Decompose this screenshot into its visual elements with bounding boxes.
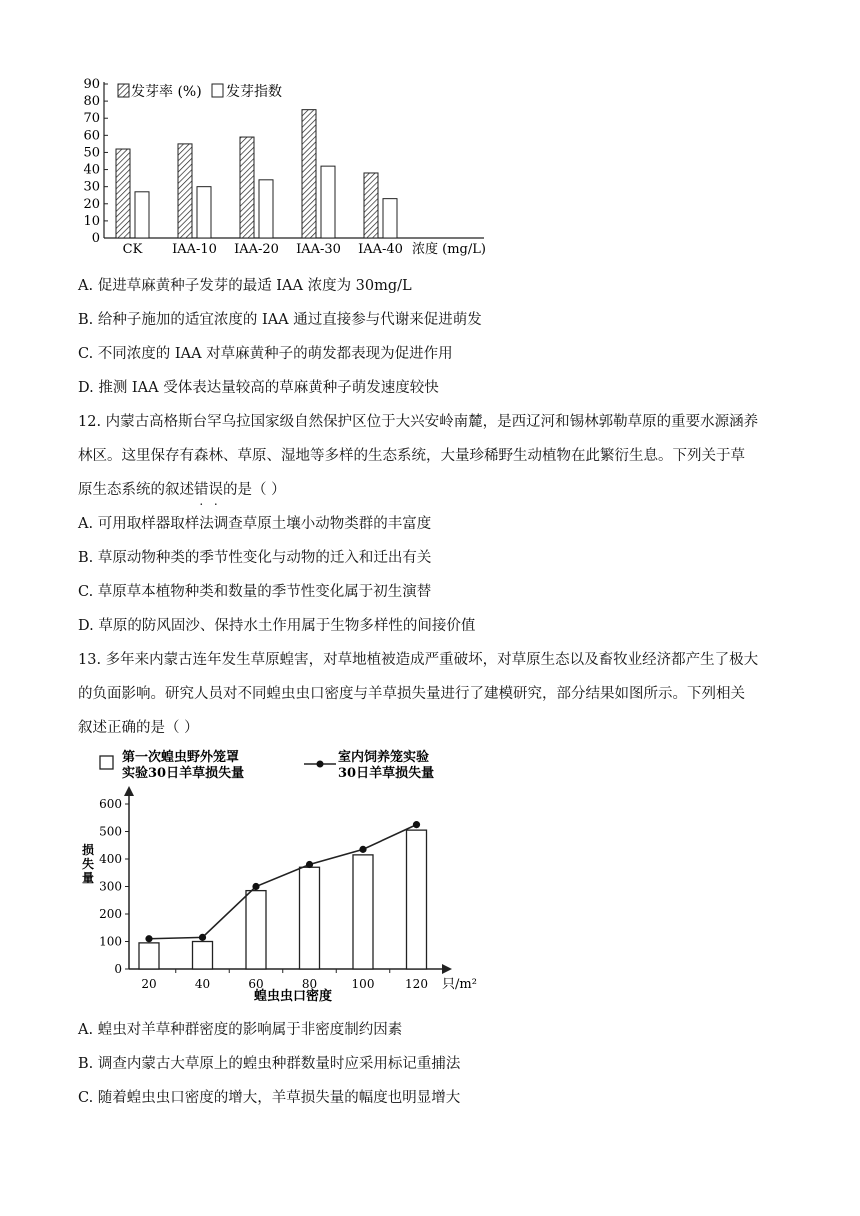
chart2-ylabel-char-2: 失	[82, 857, 95, 871]
chart1-y-tick-label: 40	[83, 162, 100, 178]
chart1-y-tick-label: 0	[91, 231, 100, 246]
q12-stem-line3	[78, 480, 798, 500]
q12-stem-line1: 12. 内蒙古高格斯台罕乌拉国家级自然保护区位于大兴安岭南麓，是西辽河和锡林郭勒草原的重要水源涵养	[78, 414, 759, 430]
chart1-x-tick-label: IAA-10	[172, 242, 217, 257]
indoor-loss-line	[149, 825, 417, 939]
chart1-x-tick-label: IAA-30	[296, 242, 341, 257]
germination-index-bar	[197, 187, 211, 238]
chart2-y-tick-label: 500	[99, 824, 122, 839]
legend-series2-label: 发芽指数	[226, 84, 282, 100]
q12-option-a: A. 可用取样器取样法调查草原土壤小动物类群的丰富度	[78, 516, 432, 532]
q12-option-c: C. 草原草本植物种类和数量的季节性变化属于初生演替	[78, 584, 432, 600]
locust-loss-chart	[74, 742, 494, 1007]
chart2-x-tick-label: 100	[351, 977, 375, 991]
chart1-x-tick-label: IAA-20	[234, 242, 279, 257]
q11-option-a: A. 促进草麻黄种子发芽的最适 IAA 浓度为 30mg/L	[78, 278, 412, 294]
germination-rate-bar	[302, 110, 316, 238]
chart2-xlabel: 蝗虫虫口密度	[254, 989, 333, 1004]
q12-emphasis-char-1: 错	[194, 482, 209, 498]
chart2-ylabel-char-1: 损	[82, 843, 95, 857]
q11-option-d: D. 推测 IAA 受体表达量较高的草麻黄种子萌发速度较快	[78, 380, 439, 396]
q13-stem-line3: 叙述正确的是（ ）	[78, 720, 199, 736]
chart2-ylabel	[82, 842, 98, 885]
chart2-x-axis-arrow	[442, 964, 452, 974]
chart2-y-tick-label: 600	[99, 797, 122, 811]
chart1-x-tick-label: IAA-40	[358, 242, 403, 257]
chart2-x-tick-label: 40	[194, 977, 211, 991]
q12-stem-line3-text: 原生态系统的叙述	[78, 482, 194, 498]
indoor-loss-point	[359, 846, 366, 853]
indoor-loss-point	[413, 821, 420, 828]
q12-emphasis-char-2: 误	[208, 482, 223, 498]
germination-rate-bar	[240, 137, 254, 238]
chart2-line	[145, 821, 420, 942]
chart1-y-tick-label: 10	[83, 213, 100, 229]
q12-stem-line3-end: 的是（ ）	[223, 482, 286, 498]
chart1-x-tick-label: CK	[122, 242, 143, 257]
q12-option-d: D. 草原的防风固沙、保持水土作用属于生物多样性的间接价值	[78, 618, 476, 634]
indoor-loss-point	[145, 935, 152, 942]
chart1-y-tick-label: 50	[83, 145, 100, 161]
chart1-y-tick-label: 60	[83, 128, 100, 144]
loss-bar	[300, 867, 320, 969]
chart2-bars	[139, 830, 427, 969]
q11-option-c: C. 不同浓度的 IAA 对草麻黄种子的萌发都表现为促进作用	[78, 346, 453, 362]
q12-option-b: B. 草原动物种类的季节性变化与动物的迁入和迁出有关	[78, 550, 432, 566]
loss-bar	[353, 855, 373, 969]
chart1-y-tick-label: 30	[83, 179, 100, 195]
legend-white-swatch	[212, 84, 223, 97]
q11-option-b: B. 给种子施加的适宜浓度的 IAA 通过直接参与代谢来促进萌发	[78, 312, 482, 328]
chart1-xlabel: 浓度 (mg/L)	[412, 242, 486, 257]
chart2-x-tick-label: 60	[248, 977, 264, 991]
germination-rate-bar	[178, 144, 192, 238]
legend-bar-swatch	[100, 756, 113, 769]
chart2-y-tick-label: 400	[99, 852, 122, 866]
chart2-legend	[100, 749, 434, 781]
q13-option-c: C. 随着蝗虫虫口密度的增大，羊草损失量的幅度也明显增大	[78, 1090, 461, 1106]
indoor-loss-point	[306, 861, 313, 868]
chart2-y-axis-arrow	[124, 786, 134, 796]
germination-index-bar	[135, 192, 149, 238]
q12-stem-line2: 林区。这里保存有森林、草原、湿地等多样的生态系统，大量珍稀野生动植物在此繁衍生息。下列关于草	[78, 448, 745, 464]
loss-bar	[193, 942, 213, 970]
chart2-x-tick-label: 80	[301, 977, 318, 991]
q13-option-a: A. 蝗虫对羊草种群密度的影响属于非密度制约因素	[78, 1022, 403, 1038]
loss-bar	[139, 943, 159, 969]
q13-stem-line1: 13. 多年来内蒙古连年发生草原蝗害，对草地植被造成严重破坏，对草原生态以及畜牧业经济都产生了极大	[78, 652, 759, 668]
loss-bar	[246, 891, 266, 969]
chart2-xunit: 只/m²	[442, 977, 477, 992]
chart1-y-tick-label: 90	[83, 77, 100, 92]
germination-rate-bar	[116, 149, 130, 238]
legend-line-label-line2: 30日羊草损失量	[338, 766, 435, 781]
legend-bar-label-line2: 实验30日羊草损失量	[122, 766, 245, 781]
chart2-y-tick-label: 0	[114, 962, 122, 976]
chart2-y-tick-label: 200	[99, 907, 122, 921]
chart1-y-tick-label: 20	[83, 196, 100, 212]
legend-line-marker	[317, 761, 324, 768]
chart1-y-tick-label: 70	[83, 111, 100, 127]
chart2-x-tick-label: 20	[141, 977, 157, 991]
germination-chart	[74, 72, 494, 262]
indoor-loss-point	[252, 883, 259, 890]
germination-index-bar	[383, 199, 397, 238]
legend-series1-label: 发芽率 (%)	[131, 84, 202, 100]
chart1-legend	[118, 83, 282, 100]
legend-line-label-line1: 室内饲养笼实验	[338, 750, 430, 765]
chart1-y-tick-label: 80	[83, 94, 100, 110]
germination-index-bar	[259, 180, 273, 238]
chart1-bars	[116, 110, 397, 238]
germination-index-bar	[321, 166, 335, 238]
chart2-y-tick-label: 300	[99, 879, 122, 894]
legend-bar-label-line1: 第一次蝗虫野外笼罩	[122, 750, 240, 765]
q13-option-b: B. 调查内蒙古大草原上的蝗虫种群数量时应采用标记重捕法	[78, 1056, 461, 1072]
chart2-ylabel-char-3: 量	[82, 871, 95, 885]
q13-stem-line2: 的负面影响。研究人员对不同蝗虫虫口密度与羊草损失量进行了建模研究，部分结果如图所示。下列相关	[78, 686, 745, 702]
legend-hatched-swatch	[118, 84, 129, 97]
germination-rate-bar	[364, 173, 378, 238]
indoor-loss-point	[199, 934, 206, 941]
chart2-y-tick-label: 100	[99, 934, 122, 949]
loss-bar	[407, 830, 427, 969]
chart2-x-tick-label: 120	[405, 977, 428, 991]
